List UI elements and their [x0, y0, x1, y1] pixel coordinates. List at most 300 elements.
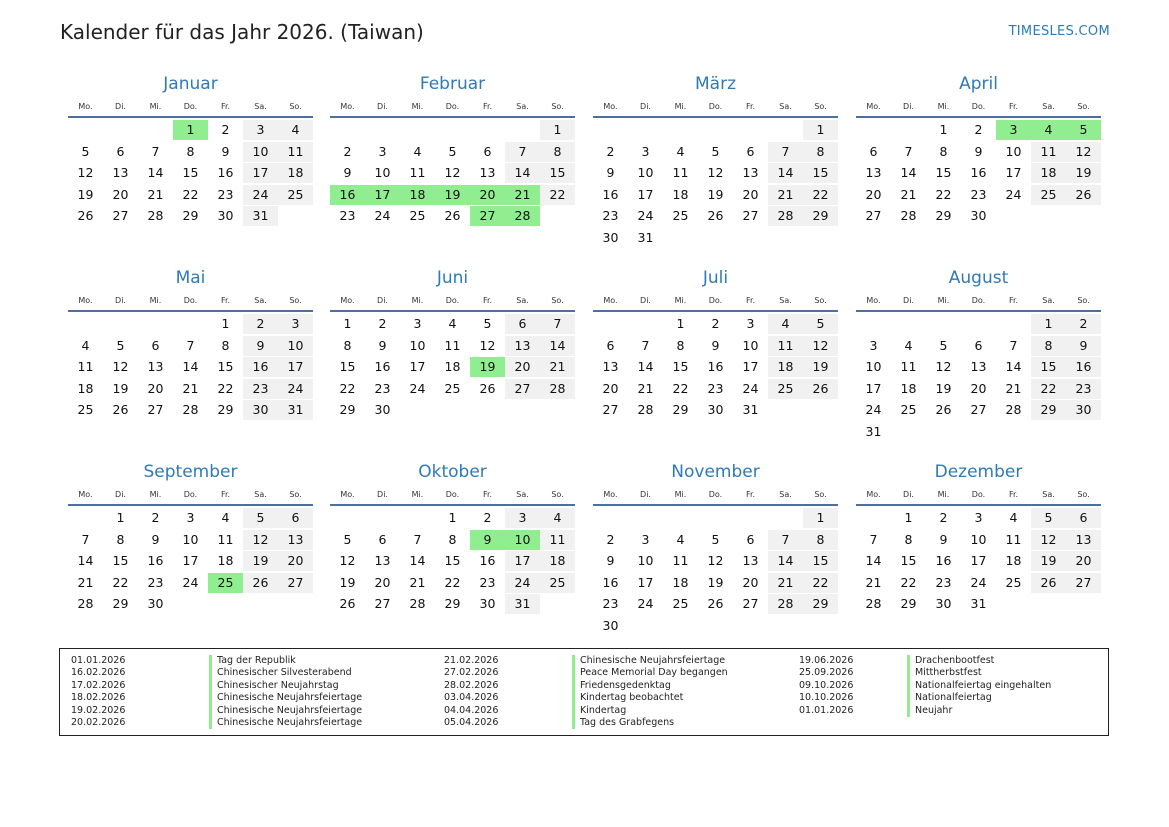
- calendar-day: 11: [1005, 531, 1022, 547]
- calendar-day: 12: [803, 336, 838, 356]
- weekday-label: Di.: [115, 490, 126, 499]
- calendar-day: 19: [1066, 163, 1101, 183]
- calendar-day: 9: [243, 336, 278, 356]
- calendar-day: 28: [409, 596, 426, 611]
- empty-cell: [505, 400, 540, 420]
- calendar-day: 17: [182, 553, 199, 568]
- day-grid: [856, 314, 1101, 443]
- empty-cell: [330, 508, 365, 528]
- calendar-day: 11: [672, 165, 689, 180]
- day-grid: [330, 508, 575, 616]
- weekday-header: [330, 100, 575, 114]
- calendar-day: 12: [707, 553, 724, 568]
- calendar-day: 29: [1031, 400, 1066, 420]
- holiday-day: 5: [1066, 120, 1101, 140]
- weekday-label: Fr.: [220, 102, 231, 111]
- empty-cell: [1031, 594, 1066, 614]
- weekday-label: Mi.: [937, 296, 950, 305]
- calendar-day: 7: [869, 531, 878, 547]
- calendar-day: 1: [904, 510, 913, 525]
- calendar-day: 22: [112, 574, 129, 590]
- calendar-day: 22: [540, 185, 575, 205]
- calendar-day: 5: [81, 143, 90, 159]
- empty-cell: [103, 314, 138, 334]
- calendar-day: 19: [77, 186, 94, 202]
- empty-cell: [1066, 594, 1101, 614]
- weekday-label: Mo.: [340, 490, 355, 499]
- calendar-day: 7: [904, 143, 913, 159]
- calendar-day: 28: [540, 379, 575, 399]
- legend-holiday-name: Friedensgedenktag: [572, 680, 671, 692]
- calendar-day: 18: [1005, 553, 1022, 568]
- calendar-day: 29: [803, 206, 838, 226]
- weekday-header: [68, 488, 313, 502]
- calendar-day: 19: [1031, 551, 1066, 571]
- calendar-day: 14: [768, 551, 803, 571]
- weekday-label: So.: [551, 102, 564, 111]
- calendar-day: 26: [803, 379, 838, 399]
- calendar-day: 11: [217, 531, 234, 547]
- empty-cell: [628, 616, 663, 636]
- legend-date: 28.02.2026: [444, 679, 499, 691]
- empty-cell: [540, 206, 575, 226]
- empty-cell: [208, 594, 243, 614]
- empty-cell: [138, 314, 173, 334]
- legend-holiday-name: Tag der Republik: [209, 655, 296, 667]
- weekday-label: Fr.: [745, 490, 756, 499]
- calendar-day: 18: [1031, 163, 1066, 183]
- weekday-label: Do.: [971, 296, 986, 305]
- calendar-day: 28: [147, 208, 164, 223]
- legend-date: 05.04.2026: [444, 717, 499, 728]
- legend-date: 21.02.2026: [444, 655, 499, 666]
- calendar-day: 21: [900, 186, 917, 202]
- month-10: [593, 461, 838, 637]
- calendar-day: 27: [147, 402, 164, 417]
- weekday-label: Mo.: [603, 490, 618, 499]
- calendar-day: 1: [803, 508, 838, 528]
- month-divider: [330, 504, 575, 506]
- calendar-day: 17: [865, 380, 882, 396]
- calendar-day: 5: [448, 143, 457, 159]
- calendar-day: 3: [186, 510, 195, 525]
- calendar-day: 10: [742, 337, 759, 353]
- day-grid: [593, 508, 838, 637]
- month-divider: [330, 116, 575, 118]
- calendar-day: 21: [182, 380, 199, 396]
- month-title: Juli: [702, 268, 729, 288]
- weekday-label: Fr.: [482, 490, 493, 499]
- weekday-label: Mi.: [937, 490, 950, 499]
- calendar-day: 13: [112, 165, 129, 180]
- calendar-day: 16: [479, 553, 496, 568]
- weekday-label: Fr.: [220, 296, 231, 305]
- calendar-day: 26: [77, 208, 94, 223]
- weekday-label: Fr.: [1008, 490, 1019, 499]
- calendar-day: 24: [374, 208, 391, 223]
- legend-holiday-name: Nationalfeiertag: [907, 692, 992, 704]
- weekday-label: Di.: [377, 490, 388, 499]
- empty-cell: [768, 228, 803, 248]
- calendar-day: 21: [865, 574, 882, 590]
- weekday-header: [856, 100, 1101, 114]
- empty-cell: [961, 314, 996, 334]
- calendar-day: 10: [182, 531, 199, 547]
- calendar-day: 30: [479, 596, 496, 611]
- calendar-day: 26: [339, 596, 356, 611]
- month-4: [68, 267, 313, 422]
- calendar-day: 13: [742, 553, 759, 568]
- month-title: September: [143, 462, 238, 482]
- brand-link[interactable]: TIMESLES.COM: [1008, 24, 1110, 39]
- calendar-day: 3: [746, 316, 755, 331]
- month-divider: [593, 504, 838, 506]
- empty-cell: [856, 508, 891, 528]
- calendar-day: 19: [112, 380, 129, 396]
- weekday-label: Do.: [183, 296, 198, 305]
- weekday-label: Mi.: [674, 296, 687, 305]
- calendar-day: 29: [182, 208, 199, 223]
- calendar-day: 23: [602, 596, 619, 611]
- empty-cell: [1066, 422, 1101, 442]
- calendar-day: 14: [77, 553, 94, 568]
- weekday-label: Mo.: [78, 102, 93, 111]
- calendar-day: 19: [935, 380, 952, 396]
- calendar-day: 14: [540, 336, 575, 356]
- calendar-day: 17: [409, 359, 426, 374]
- legend-date: 01.01.2026: [71, 655, 126, 666]
- weekday-label: Sa.: [516, 490, 529, 499]
- calendar-day: 27: [112, 208, 129, 223]
- calendar-day: 7: [505, 142, 540, 162]
- calendar-day: 30: [374, 402, 391, 417]
- calendar-day: 9: [378, 337, 387, 353]
- weekday-header: [68, 100, 313, 114]
- calendar-day: 7: [1009, 337, 1018, 353]
- empty-cell: [698, 120, 733, 140]
- calendar-day: 6: [483, 143, 492, 159]
- calendar-day: 3: [505, 508, 540, 528]
- calendar-day: 18: [672, 574, 689, 590]
- calendar-day: 21: [77, 574, 94, 590]
- calendar-day: 10: [374, 165, 391, 180]
- holiday-day: 21: [505, 185, 540, 205]
- calendar-day: 25: [900, 402, 917, 417]
- empty-cell: [733, 616, 768, 636]
- calendar-day: 11: [900, 359, 917, 374]
- weekday-label: Do.: [183, 102, 198, 111]
- calendar-day: 16: [147, 553, 164, 568]
- calendar-day: 19: [339, 574, 356, 590]
- calendar-day: 16: [602, 574, 619, 590]
- calendar-day: 2: [939, 510, 948, 525]
- empty-cell: [138, 120, 173, 140]
- calendar-day: 11: [409, 165, 426, 180]
- month-9: [330, 461, 575, 616]
- calendar-day: 13: [374, 553, 391, 568]
- calendar-day: 29: [339, 402, 356, 417]
- holiday-day: 3: [996, 120, 1031, 140]
- holiday-day: 19: [435, 185, 470, 205]
- calendar-day: 25: [1031, 185, 1066, 205]
- calendar-day: 23: [1066, 379, 1101, 399]
- calendar-day: 31: [970, 596, 987, 611]
- weekday-label: Mi.: [937, 102, 950, 111]
- calendar-day: 27: [278, 573, 313, 593]
- weekday-header: [856, 294, 1101, 308]
- calendar-day: 24: [742, 380, 759, 396]
- calendar-day: 24: [865, 402, 882, 417]
- calendar-day: 5: [711, 143, 720, 159]
- weekday-label: Di.: [115, 296, 126, 305]
- calendar-day: 30: [243, 400, 278, 420]
- legend-holiday-name: Mittherbstfest: [907, 667, 982, 679]
- holiday-day: 4: [1031, 120, 1066, 140]
- calendar-day: 18: [278, 163, 313, 183]
- legend-holiday-name: Chinesischer Silvesterabend: [209, 667, 352, 679]
- calendar-day: 30: [217, 208, 234, 223]
- calendar-day: 13: [278, 530, 313, 550]
- holiday-legend: [59, 648, 1109, 736]
- calendar-day: 21: [409, 574, 426, 590]
- calendar-day: 9: [151, 531, 160, 547]
- weekday-label: Di.: [115, 102, 126, 111]
- legend-holiday-name: Chinesische Neujahrsfeiertage: [209, 692, 362, 704]
- empty-cell: [803, 400, 838, 420]
- calendar-day: 14: [637, 359, 654, 374]
- calendar-day: 19: [243, 551, 278, 571]
- calendar-day: 11: [540, 530, 575, 550]
- month-title: August: [948, 268, 1009, 288]
- calendar-day: 10: [637, 553, 654, 568]
- month-title: Dezember: [934, 462, 1023, 482]
- calendar-day: 23: [935, 574, 952, 590]
- calendar-day: 17: [1005, 165, 1022, 180]
- calendar-day: 4: [540, 508, 575, 528]
- calendar-day: 29: [803, 594, 838, 614]
- calendar-day: 12: [77, 165, 94, 180]
- calendar-day: 25: [672, 208, 689, 223]
- calendar-day: 26: [935, 402, 952, 417]
- day-grid: [68, 120, 313, 228]
- legend-date: 16.02.2026: [71, 667, 126, 679]
- empty-cell: [996, 314, 1031, 334]
- calendar-day: 15: [900, 553, 917, 568]
- weekday-label: Mi.: [674, 490, 687, 499]
- month-divider: [68, 116, 313, 118]
- calendar-day: 21: [540, 357, 575, 377]
- empty-cell: [365, 508, 400, 528]
- calendar-day: 15: [182, 165, 199, 180]
- calendar-day: 12: [479, 337, 496, 353]
- weekday-label: Sa.: [779, 490, 792, 499]
- calendar-day: 8: [904, 531, 913, 547]
- legend-holiday-name: Neujahr: [907, 705, 952, 717]
- calendar-day: 31: [243, 206, 278, 226]
- month-title: Oktober: [418, 462, 487, 482]
- calendar-day: 13: [1066, 530, 1101, 550]
- calendar-day: 18: [672, 186, 689, 202]
- weekday-label: Mo.: [866, 490, 881, 499]
- empty-cell: [628, 508, 663, 528]
- empty-cell: [330, 120, 365, 140]
- calendar-day: 13: [742, 165, 759, 180]
- empty-cell: [628, 120, 663, 140]
- empty-cell: [891, 422, 926, 442]
- calendar-day: 21: [768, 573, 803, 593]
- empty-cell: [593, 314, 628, 334]
- calendar-day: 22: [1031, 379, 1066, 399]
- calendar-day: 7: [641, 337, 650, 353]
- empty-cell: [278, 594, 313, 614]
- calendar-day: 23: [602, 208, 619, 223]
- calendar-day: 16: [243, 357, 278, 377]
- month-3: [856, 73, 1101, 228]
- empty-cell: [996, 422, 1031, 442]
- calendar-day: 16: [374, 359, 391, 374]
- calendar-day: 9: [1066, 336, 1101, 356]
- calendar-day: 1: [116, 510, 125, 525]
- weekday-label: Mi.: [411, 102, 424, 111]
- calendar-day: 23: [243, 379, 278, 399]
- calendar-day: 17: [278, 357, 313, 377]
- calendar-day: 3: [278, 314, 313, 334]
- weekday-label: So.: [289, 490, 302, 499]
- calendar-day: 22: [900, 574, 917, 590]
- calendar-day: 16: [970, 165, 987, 180]
- calendar-day: 14: [865, 553, 882, 568]
- calendar-day: 1: [448, 510, 457, 525]
- month-2: [593, 73, 838, 249]
- day-grid: [68, 508, 313, 616]
- calendar-day: 24: [182, 574, 199, 590]
- calendar-day: 12: [1031, 530, 1066, 550]
- calendar-day: 31: [505, 594, 540, 614]
- weekday-label: So.: [289, 296, 302, 305]
- calendar-day: 1: [1031, 314, 1066, 334]
- calendar-day: 20: [112, 186, 129, 202]
- weekday-header: [593, 100, 838, 114]
- calendar-day: 30: [935, 596, 952, 611]
- calendar-day: 2: [606, 143, 615, 159]
- empty-cell: [68, 314, 103, 334]
- weekday-label: Do.: [971, 102, 986, 111]
- calendar-day: 31: [278, 400, 313, 420]
- weekday-label: Di.: [640, 102, 651, 111]
- weekday-label: So.: [814, 490, 827, 499]
- calendar-day: 18: [444, 359, 461, 374]
- weekday-label: Do.: [445, 102, 460, 111]
- calendar-day: 24: [278, 379, 313, 399]
- weekday-header: [593, 294, 838, 308]
- weekday-label: Do.: [708, 296, 723, 305]
- empty-cell: [891, 314, 926, 334]
- calendar-day: 1: [676, 316, 685, 331]
- calendar-day: 18: [77, 380, 94, 396]
- calendar-day: 27: [602, 402, 619, 417]
- calendar-day: 8: [343, 337, 352, 353]
- weekday-label: Do.: [971, 490, 986, 499]
- calendar-day: 3: [378, 143, 387, 159]
- calendar-day: 12: [1066, 142, 1101, 162]
- calendar-day: 29: [444, 596, 461, 611]
- calendar-day: 23: [147, 574, 164, 590]
- weekday-label: Sa.: [254, 102, 267, 111]
- calendar-day: 4: [904, 337, 913, 353]
- calendar-day: 17: [505, 551, 540, 571]
- empty-cell: [435, 120, 470, 140]
- weekday-label: Sa.: [1042, 102, 1055, 111]
- calendar-day: 20: [505, 357, 540, 377]
- calendar-day: 15: [1031, 357, 1066, 377]
- calendar-day: 26: [479, 380, 496, 396]
- empty-cell: [663, 228, 698, 248]
- calendar-day: 30: [147, 596, 164, 611]
- weekday-label: Sa.: [516, 296, 529, 305]
- calendar-day: 5: [803, 314, 838, 334]
- weekday-label: So.: [551, 296, 564, 305]
- calendar-day: 16: [217, 165, 234, 180]
- calendar-day: 25: [768, 379, 803, 399]
- weekday-header: [68, 294, 313, 308]
- calendar-day: 2: [151, 510, 160, 525]
- calendar-day: 13: [479, 165, 496, 180]
- calendar-day: 9: [974, 143, 983, 159]
- weekday-label: Fr.: [745, 296, 756, 305]
- empty-cell: [593, 120, 628, 140]
- calendar-day: 4: [676, 143, 685, 159]
- calendar-day: 18: [768, 357, 803, 377]
- calendar-day: 18: [900, 380, 917, 396]
- calendar-day: 2: [243, 314, 278, 334]
- empty-cell: [68, 508, 103, 528]
- month-divider: [593, 310, 838, 312]
- legend-holiday-name: Kindertag beobachtet: [572, 692, 683, 704]
- calendar-day: 19: [803, 357, 838, 377]
- holiday-day: 1: [173, 120, 208, 140]
- calendar-day: 22: [444, 574, 461, 590]
- calendar-day: 4: [81, 337, 90, 353]
- calendar-day: 7: [540, 314, 575, 334]
- calendar-day: 22: [803, 185, 838, 205]
- month-divider: [330, 310, 575, 312]
- calendar-day: 19: [707, 186, 724, 202]
- weekday-label: Fr.: [220, 490, 231, 499]
- month-5: [330, 267, 575, 422]
- calendar-day: 24: [409, 380, 426, 396]
- calendar-day: 24: [243, 185, 278, 205]
- calendar-day: 4: [1009, 510, 1018, 525]
- empty-cell: [540, 594, 575, 614]
- empty-cell: [926, 314, 961, 334]
- weekday-header: [330, 294, 575, 308]
- weekday-label: Sa.: [1042, 296, 1055, 305]
- calendar-day: 17: [970, 553, 987, 568]
- day-grid: [856, 120, 1101, 228]
- empty-cell: [768, 120, 803, 140]
- calendar-day: 10: [637, 165, 654, 180]
- weekday-label: Mo.: [866, 296, 881, 305]
- calendar-day: 20: [374, 574, 391, 590]
- calendar-day: 21: [637, 380, 654, 396]
- empty-cell: [505, 120, 540, 140]
- calendar-day: 15: [803, 551, 838, 571]
- calendar-day: 30: [1066, 400, 1101, 420]
- calendar-day: 23: [217, 186, 234, 202]
- empty-cell: [593, 508, 628, 528]
- calendar-day: 6: [378, 531, 387, 547]
- calendar-day: 28: [768, 206, 803, 226]
